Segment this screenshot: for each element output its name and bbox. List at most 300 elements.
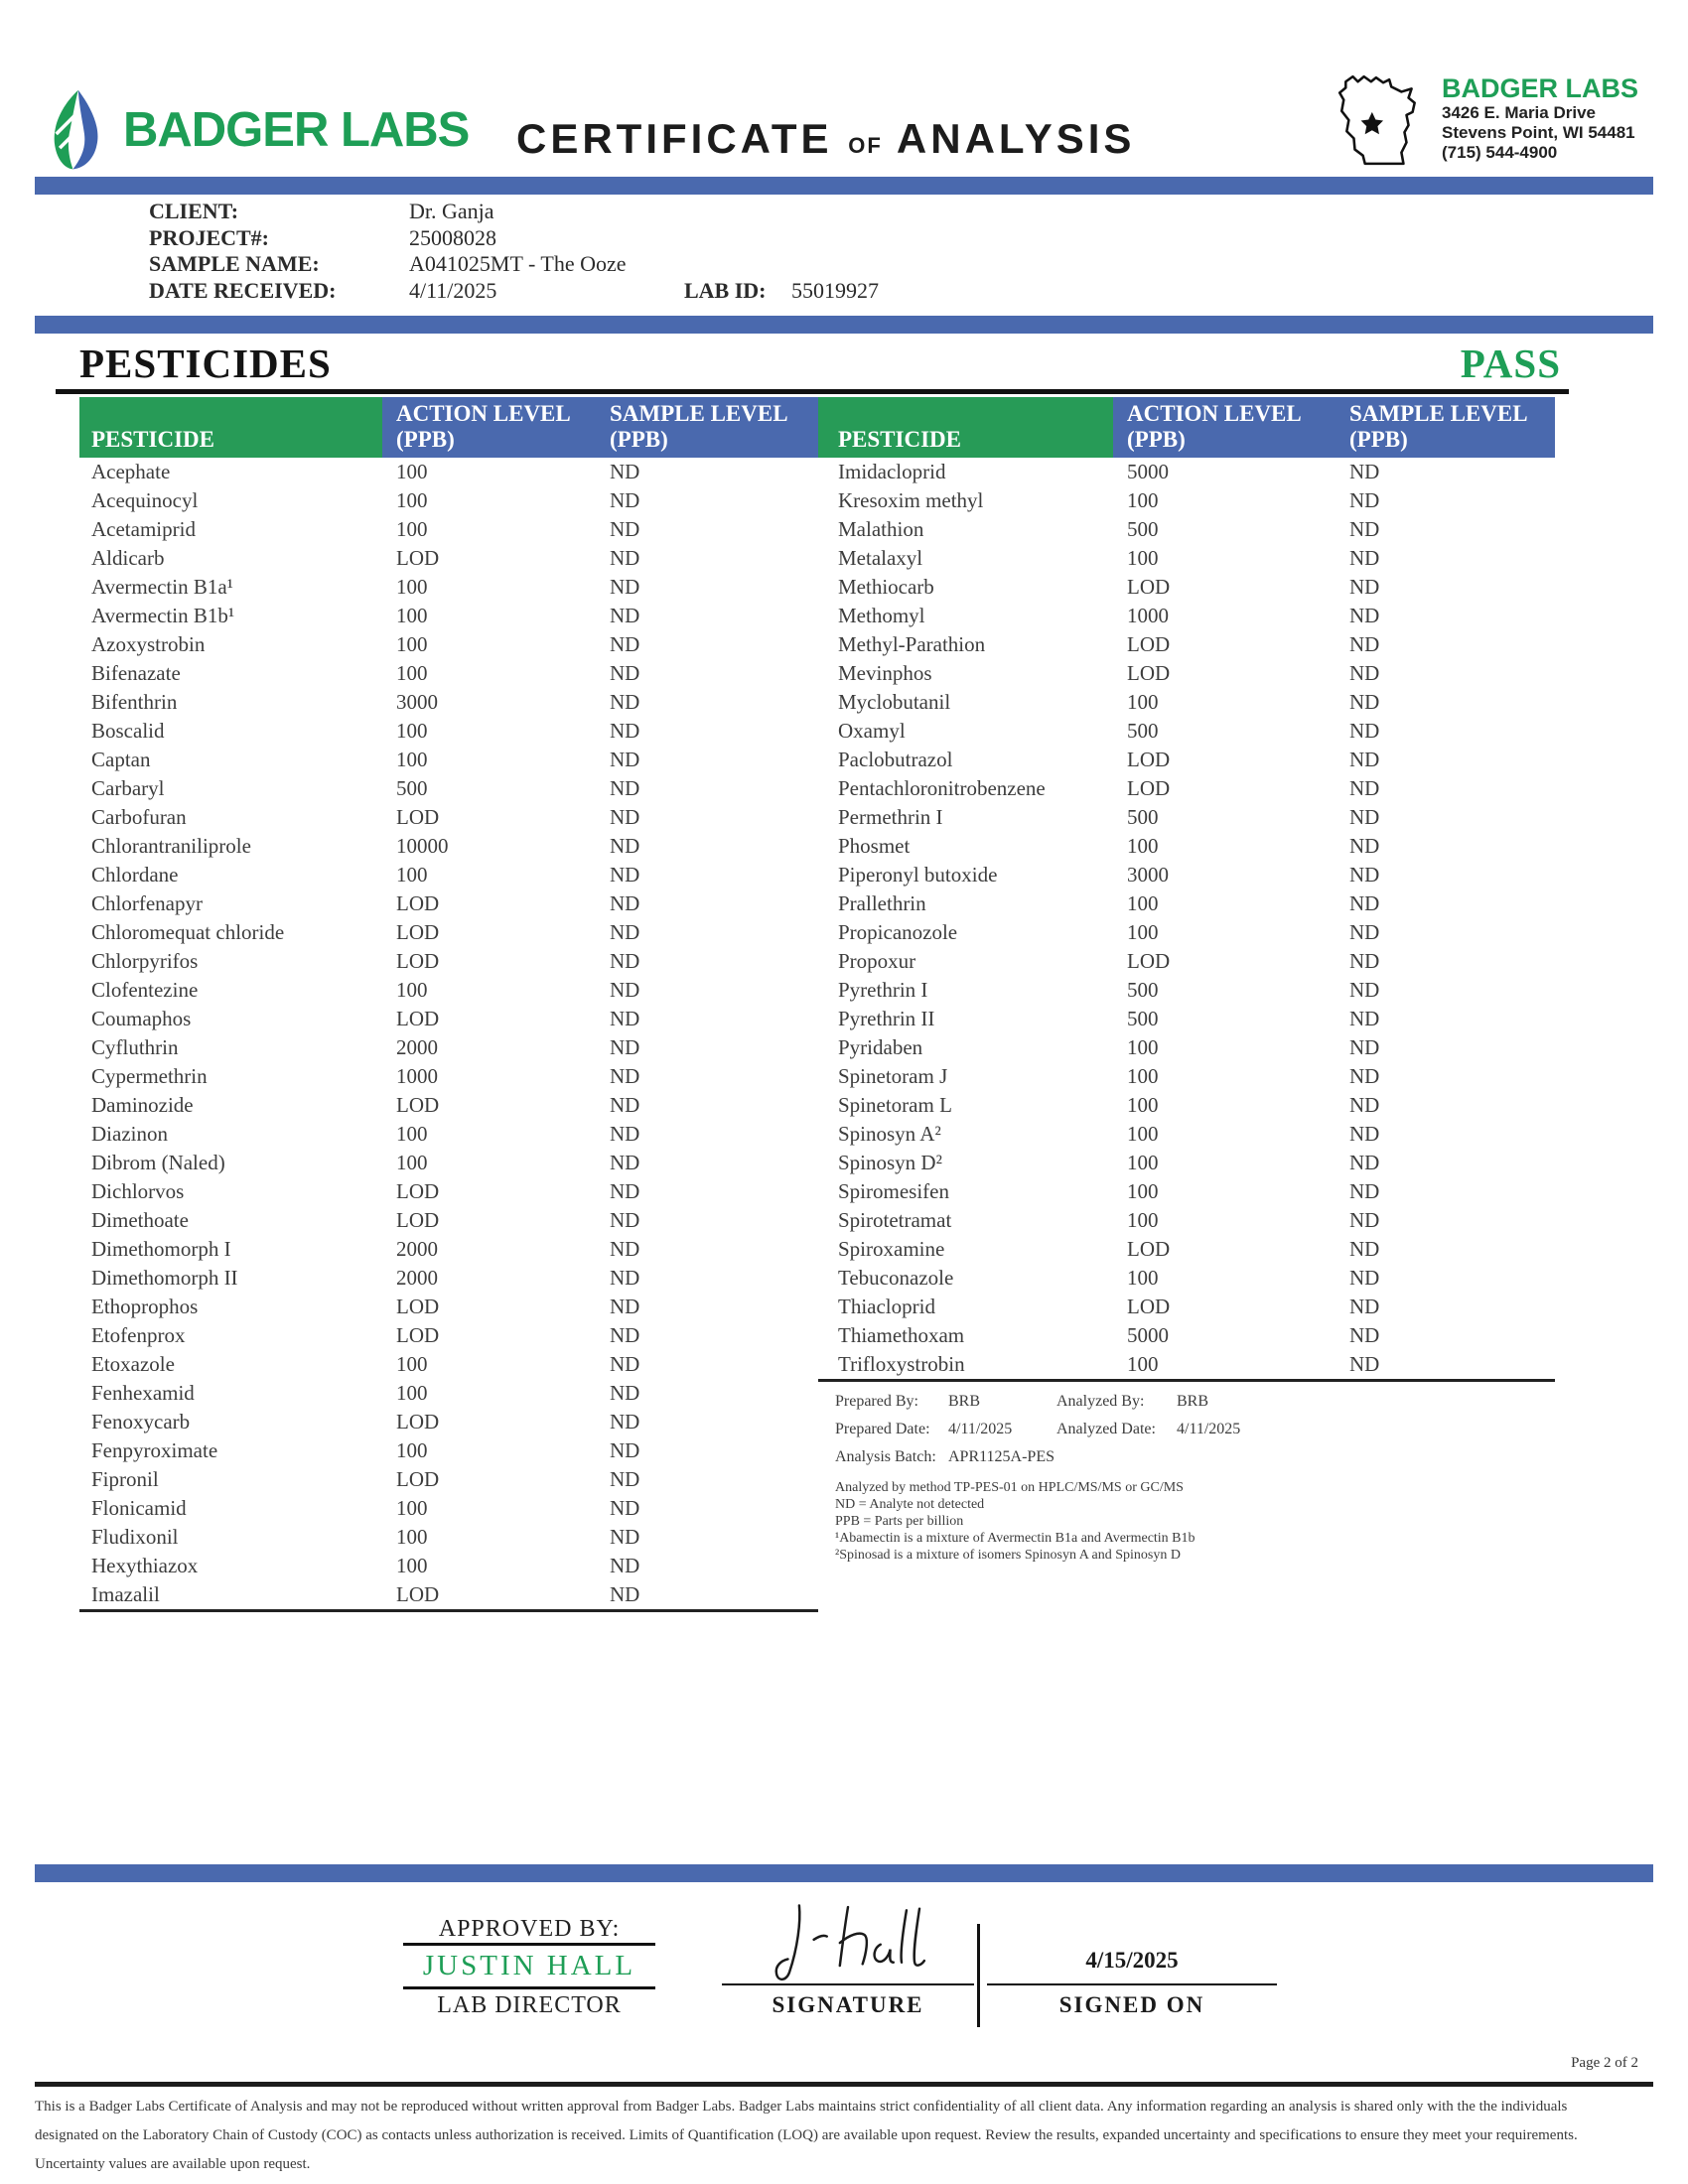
sample-level-cell: ND [610,1381,640,1405]
pesticide-name-cell: Propicanozole [838,920,958,944]
sample-level-cell: ND [610,1352,640,1376]
pesticide-row [818,1091,1555,1120]
action-level-cell: 2000 [396,1035,438,1059]
action-level-cell: 500 [1127,805,1159,829]
pesticide-name-cell: Etofenprox [91,1323,186,1347]
pesticide-name-cell: Chlorpyrifos [91,949,199,973]
signed-on-label: SIGNED ON [1058,1992,1205,2017]
pesticide-name-cell: Spiroxamine [838,1237,945,1261]
pesticide-name-cell: Spinetoram L [838,1093,952,1117]
action-level-cell: 100 [396,632,428,656]
pesticide-name-cell: Fenoxycarb [91,1410,191,1433]
sample-level-cell: ND [610,575,640,599]
pesticide-row [818,889,1555,918]
pesticide-row [79,1005,818,1033]
method-notes [835,1479,1555,1564]
pesticide-name-cell: Cypermethrin [91,1064,208,1088]
sample-level-cell: ND [610,1295,640,1318]
sample-level-cell: ND [1349,834,1380,858]
signature-block [722,1894,974,2018]
client-value: Dr. Ganja [409,199,494,223]
action-level-cell: 100 [396,1151,428,1174]
pesticide-row [79,1580,818,1611]
pesticide-name-cell: Pentachloronitrobenzene [838,776,1046,800]
pesticide-name-cell: Fenhexamid [91,1381,195,1405]
pesticide-row [818,544,1555,573]
action-level-cell: 500 [1127,719,1159,743]
pesticide-row [79,1465,818,1494]
pesticide-row [818,1350,1555,1381]
sample-level-cell: ND [610,1151,640,1174]
pesticide-row [818,976,1555,1005]
sample-level-column-header: SAMPLE LEVEL (PPB) [596,397,818,458]
action-level-cell: 100 [396,517,428,541]
sample-level-cell: ND [610,719,640,743]
pesticide-name-cell: Acequinocyl [91,488,199,512]
pesticide-row [818,746,1555,774]
pesticide-name-cell: Dichlorvos [91,1179,185,1203]
sample-level-cell: ND [1349,748,1380,771]
action-level-cell: LOD [396,891,440,915]
pesticide-name-cell: Clofentezine [91,978,199,1002]
sample-level-cell: ND [1349,1323,1380,1347]
pesticide-name-cell: Imidacloprid [838,460,946,483]
pesticide-row [79,602,818,630]
lab-phone: (715) 544-4900 [1442,143,1558,162]
pesticide-row [818,486,1555,515]
pesticide-row [79,947,818,976]
pesticide-name-cell: Flonicamid [91,1496,187,1520]
pesticide-name-cell: Avermectin B1a¹ [91,575,233,599]
action-level-cell: 500 [1127,978,1159,1002]
pesticide-name-cell: Myclobutanil [838,690,951,714]
sample-name-label: SAMPLE NAME: [149,251,320,276]
action-level-cell: LOD [396,1467,440,1491]
pesticide-name-cell: Paclobutrazol [838,748,953,771]
project-row [149,225,879,252]
pesticide-name-cell: Fenpyroximate [91,1438,218,1462]
sample-level-cell: ND [1349,575,1380,599]
pesticide-row [818,1264,1555,1293]
lab-address-line1: 3426 E. Maria Drive [1442,103,1596,122]
pesticide-name-cell: Chlorantraniliprole [91,834,251,858]
pesticide-row [818,1235,1555,1264]
sample-level-cell: ND [610,517,640,541]
action-level-cell: LOD [1127,949,1171,973]
sample-level-cell: ND [610,1467,640,1491]
sample-level-cell: ND [610,1496,640,1520]
pesticide-name-cell: Spinosyn D² [838,1151,942,1174]
client-row [149,199,879,225]
analysis-batch-value: APR1125A-PES [948,1448,1055,1465]
sample-level-cell: ND [1349,776,1380,800]
pesticide-name-cell: Chloromequat chloride [91,920,285,944]
pesticide-name-cell: Aldicarb [91,546,165,570]
action-level-cell: 100 [396,748,428,771]
sample-name-row [149,251,879,278]
sample-level-column-header: SAMPLE LEVEL (PPB) [1336,397,1555,458]
sample-level-cell: ND [610,1208,640,1232]
logo-wordmark: BADGER LABS [123,103,470,157]
pesticide-row [818,1149,1555,1177]
action-level-cell: LOD [1127,575,1171,599]
signature-label: SIGNATURE [772,1992,924,2017]
action-level-cell: 100 [1127,920,1159,944]
action-level-cell: 100 [396,719,428,743]
action-level-cell: LOD [1127,632,1171,656]
sample-level-cell: ND [610,978,640,1002]
pesticide-name-cell: Avermectin B1b¹ [91,604,235,627]
pesticide-name-cell: Captan [91,748,151,771]
pesticide-row [79,774,818,803]
pesticide-row [818,774,1555,803]
action-level-cell: 100 [396,488,428,512]
pesticide-row [79,1206,818,1235]
project-label: PROJECT#: [149,224,269,250]
pesticide-row [79,659,818,688]
signature-rule [722,1983,974,1985]
blue-divider-bottom [35,1864,1653,1882]
pesticide-name-cell: Methiocarb [838,575,934,599]
sample-level-cell: ND [1349,1266,1380,1290]
pesticide-name-cell: Pyridaben [838,1035,923,1059]
action-level-cell: LOD [1127,748,1171,771]
sample-level-cell: ND [1349,1122,1380,1146]
pesticide-row [818,630,1555,659]
action-level-cell: LOD [396,1179,440,1203]
pesticide-row [818,918,1555,947]
analysis-meta-block [835,1388,1555,1564]
pesticide-row [818,1206,1555,1235]
pesticide-row [818,1005,1555,1033]
ppb-definition: PPB = Parts per billion [835,1514,964,1529]
pesticide-row [79,861,818,889]
pesticide-row [818,1321,1555,1350]
pesticide-column-header: PESTICIDE [79,397,382,458]
pesticide-name-cell: Fludixonil [91,1525,179,1549]
pesticide-name-cell: Carbofuran [91,805,187,829]
sample-level-cell: ND [610,1237,640,1261]
title-certificate: CERTIFICATE [516,115,833,162]
pesticide-name-cell: Azoxystrobin [91,632,206,656]
pesticide-name-cell: Chlorfenapyr [91,891,203,915]
pass-badge: PASS [1460,341,1561,386]
pesticide-name-cell: Ethoprophos [91,1295,199,1318]
pesticide-row [818,659,1555,688]
sample-level-cell: ND [1349,863,1380,887]
pesticide-row [79,486,818,515]
action-level-column-header: ACTION LEVEL (PPB) [1113,397,1336,458]
pesticide-row [818,602,1555,630]
action-level-cell: 100 [1127,1035,1159,1059]
project-value: 25008028 [409,224,496,250]
sample-level-cell: ND [610,661,640,685]
action-level-cell: 100 [1127,1352,1159,1376]
sample-level-cell: ND [610,863,640,887]
prepared-analyzed-date-row [835,1416,1555,1443]
pesticide-table-right [818,397,1555,1382]
pesticide-row [818,688,1555,717]
sample-level-cell: ND [610,834,640,858]
sample-level-cell: ND [610,748,640,771]
sample-level-cell: ND [610,1438,640,1462]
pesticide-row [818,803,1555,832]
pesticide-row [79,1552,818,1580]
sample-level-cell: ND [1349,1208,1380,1232]
method-note: Analyzed by method TP-PES-01 on HPLC/MS/MS or GC/MS [835,1480,1184,1495]
sample-level-cell: ND [1349,805,1380,829]
pesticide-row [79,1235,818,1264]
pesticide-name-cell: Spinosyn A² [838,1122,941,1146]
action-level-cell: 100 [1127,1208,1159,1232]
pesticide-row [79,976,818,1005]
nd-definition: ND = Analyte not detected [835,1497,985,1512]
pesticide-name-cell: Permethrin I [838,805,943,829]
analyzed-date-label: Analyzed Date: [1056,1421,1156,1437]
pesticide-row [79,1379,818,1408]
sample-level-cell: ND [1349,891,1380,915]
sample-level-cell: ND [610,1122,640,1146]
sample-info-block [149,199,879,304]
sample-level-cell: ND [1349,661,1380,685]
signed-on-block [987,1894,1277,2018]
action-level-cell: 100 [396,1381,428,1405]
pesticide-name-cell: Pyrethrin I [838,978,928,1002]
signed-on-rule [987,1983,1277,1985]
section-title: PESTICIDES [79,341,332,386]
pesticide-name-cell: Dimethomorph II [91,1266,238,1290]
sample-level-cell: ND [610,488,640,512]
spinosad-footnote: ²Spinosad is a mixture of isomers Spinosyn A and Spinosyn D [835,1548,1181,1563]
pesticide-row [79,717,818,746]
action-level-cell: 100 [396,575,428,599]
pesticide-row [79,918,818,947]
pesticide-row [79,458,818,486]
pesticide-name-cell: Boscalid [91,719,165,743]
sample-level-cell: ND [1349,1352,1380,1376]
action-level-cell: 100 [396,1352,428,1376]
pesticide-row [79,544,818,573]
sample-level-cell: ND [1349,488,1380,512]
pesticide-name-cell: Metalaxyl [838,546,923,570]
action-level-cell: 100 [1127,834,1159,858]
pesticide-row [818,1293,1555,1321]
action-level-cell: LOD [1127,1237,1171,1261]
prepared-date-label: Prepared Date: [835,1421,930,1437]
action-level-cell: 100 [396,661,428,685]
approver-title: LAB DIRECTOR [437,1992,622,2018]
action-level-cell: 2000 [396,1266,438,1290]
sample-level-cell: ND [610,546,640,570]
sample-level-cell: ND [1349,546,1380,570]
pesticide-row [79,688,818,717]
sample-level-cell: ND [610,632,640,656]
prepared-by-value: BRB [948,1393,981,1410]
sample-level-cell: ND [1349,517,1380,541]
action-level-cell: 3000 [1127,863,1169,887]
sample-level-cell: ND [610,1093,640,1117]
pesticide-name-cell: Phosmet [838,834,911,858]
pesticide-name-cell: Daminozide [91,1093,194,1117]
pesticide-name-cell: Propoxur [838,949,916,973]
sample-level-cell: ND [610,1007,640,1030]
pesticide-row [79,1177,818,1206]
analyzed-date-value: 4/11/2025 [1177,1421,1241,1437]
pesticide-name-cell: Acephate [91,460,171,483]
action-level-cell: LOD [1127,1295,1171,1318]
title-of: of [848,125,883,160]
action-level-cell: LOD [396,1007,440,1030]
blue-divider-top [35,177,1653,195]
sample-level-cell: ND [1349,604,1380,627]
action-level-cell: 100 [396,863,428,887]
pesticide-name-cell: Pyrethrin II [838,1007,935,1030]
action-level-cell: 100 [1127,1151,1159,1174]
pesticide-name-cell: Coumaphos [91,1007,192,1030]
pesticide-name-cell: Dibrom (Naled) [91,1151,225,1174]
pesticide-name-cell: Methomyl [838,604,925,627]
action-level-cell: 100 [396,1496,428,1520]
signed-on-date: 4/15/2025 [1085,1948,1179,1973]
action-level-cell: 100 [396,604,428,627]
pesticide-name-cell: Imazalil [91,1582,160,1606]
analyzed-by-label: Analyzed By: [1056,1393,1145,1410]
action-level-cell: 100 [396,1438,428,1462]
action-level-cell: 1000 [396,1064,438,1088]
pesticide-name-cell: Carbaryl [91,776,165,800]
lab-id-value: 55019927 [791,277,879,303]
pesticide-row [79,1062,818,1091]
pesticide-name-cell: Thiacloprid [838,1295,935,1318]
action-level-column-header: ACTION LEVEL (PPB) [382,397,596,458]
badger-labs-logo [46,87,469,173]
action-level-cell: LOD [396,546,440,570]
sample-level-cell: ND [610,1525,640,1549]
action-level-cell: 500 [1127,517,1159,541]
prepared-date-value: 4/11/2025 [948,1421,1013,1437]
wisconsin-state-icon [1329,69,1434,171]
pesticide-name-cell: Acetamiprid [91,517,196,541]
action-level-cell: 100 [1127,1122,1159,1146]
pesticide-row [818,717,1555,746]
pesticide-row [79,1321,818,1350]
sample-level-cell: ND [610,1582,640,1606]
pesticide-row [79,1264,818,1293]
sample-level-cell: ND [1349,719,1380,743]
sample-level-cell: ND [610,1179,640,1203]
pesticide-row [818,573,1555,602]
action-level-cell: LOD [396,949,440,973]
pesticide-column-header: PESTICIDE [818,397,1113,458]
disclaimer-text: This is a Badger Labs Certificate of Analysis and may not be reproduced without written approval from Badger Labs. Badger Labs maintains strict confidentiality of all client data. Any information regarding an analysis is shared only with the the individuals designated on the Laboratory Chain of Custody (COC) as contacts unless authorization is received. Limits of Quantification (LOQ) are available upon request. Review the results, expanded uncertainty and specifications to ensure they meet your requirements. Uncertainty values are available upon request. [35,2099,1578,2172]
sample-level-cell: ND [610,1266,640,1290]
sample-level-cell: ND [1349,920,1380,944]
pesticide-row [79,1293,818,1321]
pesticide-name-cell: Oxamyl [838,719,906,743]
pesticide-row [79,1091,818,1120]
pesticide-name-cell: Tebuconazole [838,1266,954,1290]
approved-by-label: APPROVED BY: [438,1916,621,1942]
pesticide-name-cell: Hexythiazox [91,1554,199,1577]
action-level-cell: 100 [1127,891,1159,915]
sample-level-cell: ND [1349,690,1380,714]
pesticide-row [79,1149,818,1177]
sample-level-cell: ND [610,1554,640,1577]
pesticide-row [818,947,1555,976]
action-level-cell: 100 [396,460,428,483]
sample-name-value: A041025MT - The Ooze [409,251,627,276]
document-title [516,115,1135,163]
pesticide-row [79,832,818,861]
pesticide-name-cell: Etoxazole [91,1352,175,1376]
action-level-cell: LOD [396,1093,440,1117]
pesticide-name-cell: Chlordane [91,863,179,887]
pesticide-name-cell: Spinetoram J [838,1064,948,1088]
sample-level-cell: ND [610,891,640,915]
pesticide-row [818,1062,1555,1091]
prepared-by-label: Prepared By: [835,1393,918,1410]
sample-level-cell: ND [610,949,640,973]
action-level-cell: 100 [1127,488,1159,512]
sample-level-cell: ND [610,776,640,800]
table-header-row [79,397,818,458]
prepared-analyzed-by-row [835,1388,1555,1416]
date-received-value: 4/11/2025 [409,277,497,303]
section-rule [56,389,1569,394]
sample-level-cell: ND [610,460,640,483]
sample-level-cell: ND [610,1064,640,1088]
pesticide-row [818,1120,1555,1149]
abamectin-footnote: ¹Abamectin is a mixture of Avermectin B1a and Avermectin B1b [835,1531,1196,1546]
sample-level-cell: ND [1349,1179,1380,1203]
action-level-cell: 100 [396,978,428,1002]
action-level-cell: 5000 [1127,460,1169,483]
analysis-batch-row [835,1443,1555,1471]
pesticide-row [79,573,818,602]
sample-level-cell: ND [1349,460,1380,483]
blue-divider-middle [35,316,1653,334]
lab-address-line2: Stevens Point, WI 54481 [1442,123,1635,142]
sample-level-cell: ND [1349,1007,1380,1030]
date-received-label: DATE RECEIVED: [149,277,337,303]
action-level-cell: 100 [1127,1266,1159,1290]
pesticide-name-cell: Thiamethoxam [838,1323,965,1347]
lab-name: BADGER LABS [1442,73,1639,103]
pesticide-row [79,515,818,544]
action-level-cell: LOD [396,1323,440,1347]
action-level-cell: 100 [1127,546,1159,570]
sample-level-cell: ND [610,604,640,627]
action-level-cell: LOD [396,1582,440,1606]
sample-level-cell: ND [610,805,640,829]
pesticide-name-cell: Prallethrin [838,891,926,915]
pesticide-row [79,630,818,659]
page-number: Page 2 of 2 [1571,2055,1638,2071]
action-level-cell: LOD [396,920,440,944]
approver-name: JUSTIN HALL [422,1950,636,1981]
action-level-cell: 1000 [1127,604,1169,627]
pesticide-name-cell: Bifenthrin [91,690,178,714]
action-level-cell: LOD [396,1208,440,1232]
pesticide-name-cell: Bifenazate [91,661,181,685]
approval-vertical-divider [977,1924,980,2027]
approved-by-block [403,1916,655,2021]
sample-level-cell: ND [1349,978,1380,1002]
pesticide-name-cell: Spiromesifen [838,1179,949,1203]
client-label: CLIENT: [149,199,239,223]
footer-rule [35,2082,1653,2087]
action-level-cell: LOD [1127,661,1171,685]
